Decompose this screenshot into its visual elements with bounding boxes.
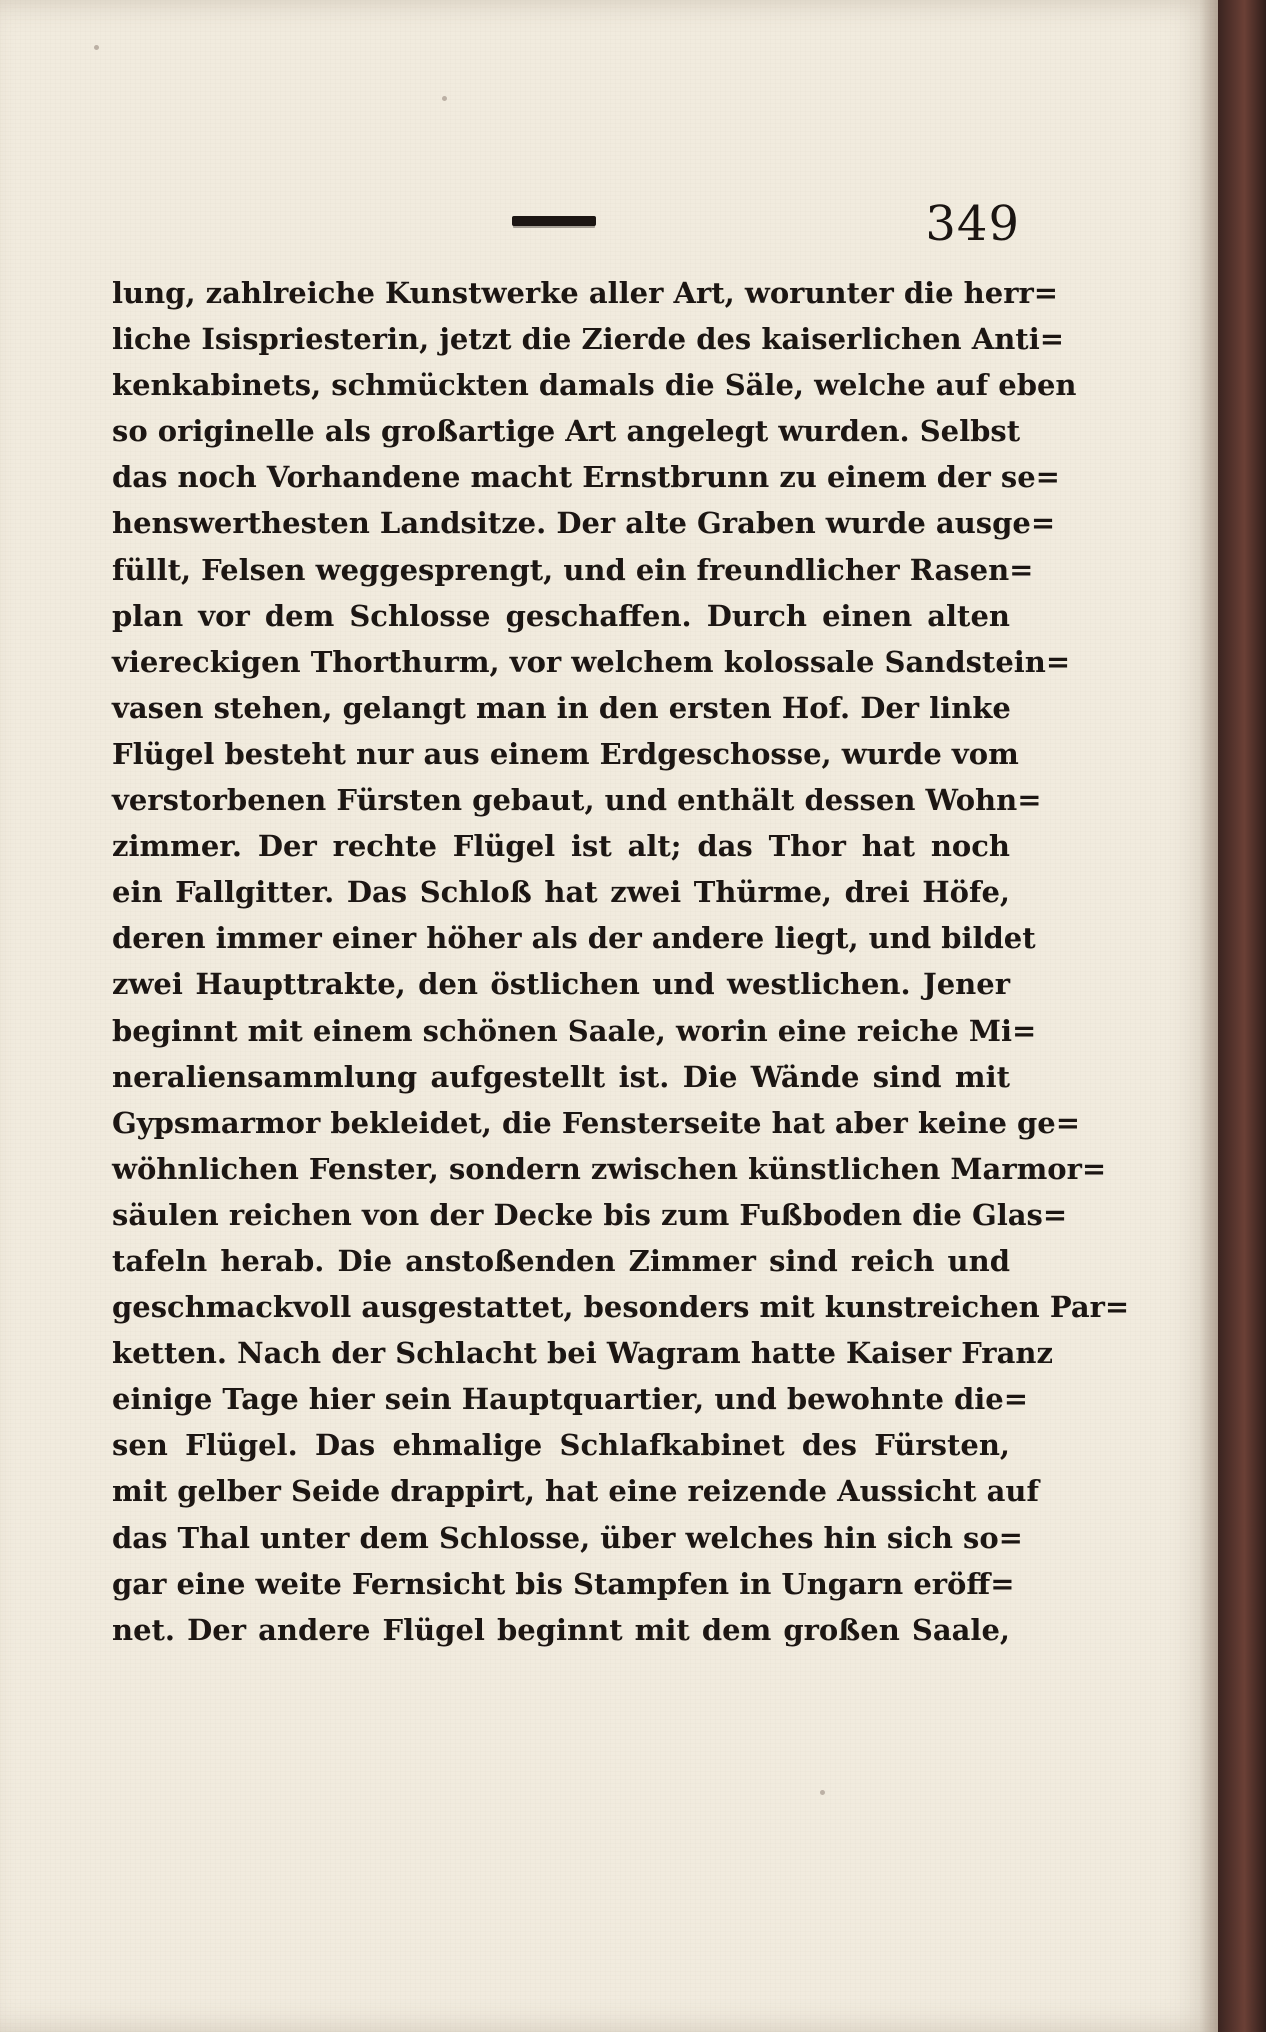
- text-line: verstorbenen Fürsten gebaut, und enthält dessen Wohn=: [112, 783, 1042, 818]
- text-line: gar eine weite Fernsicht bis Stampfen in Ungarn eröff=: [112, 1566, 1015, 1601]
- text-line: net. Der andere Flügel beginnt mit dem großen Saale,: [112, 1612, 1010, 1647]
- text-line: ketten. Nach der Schlacht bei Wagram hatte Kaiser Franz: [112, 1336, 1053, 1371]
- text-line: das Thal unter dem Schlosse, über welches hin sich so=: [112, 1520, 1023, 1555]
- text-line: vasen stehen, gelangt man in den ersten Hof. Der linke: [112, 690, 1011, 725]
- text-line: liche Isispriesterin, jetzt die Zierde des kaiserlichen Anti=: [112, 322, 1065, 357]
- page-number: 349: [925, 196, 1020, 252]
- paper-speck: [820, 1790, 825, 1795]
- text-line: beginnt mit einem schönen Saale, worin eine reiche Mi=: [112, 1013, 1037, 1048]
- text-line: geschmackvoll ausgestattet, besonders mit kunstreichen Par=: [112, 1290, 1130, 1325]
- body-text: [112, 270, 1130, 1653]
- text-line: wöhnlichen Fenster, sondern zwischen künstlichen Marmor=: [112, 1151, 1107, 1186]
- paper-speck: [442, 96, 447, 101]
- text-line: lung, zahlreiche Kunstwerke aller Art, worunter die herr=: [112, 276, 1059, 310]
- book-edge: [1218, 0, 1266, 2032]
- header-rule: [512, 216, 596, 226]
- page-gutter-shadow: [1200, 0, 1218, 2032]
- text-line: mit gelber Seide drappirt, hat eine reizende Aussicht auf: [112, 1474, 1039, 1509]
- text-line: einige Tage hier sein Hauptquartier, und bewohnte die=: [112, 1382, 1029, 1417]
- text-line: neraliensammlung aufgestellt ist. Die Wände sind mit: [112, 1059, 1010, 1094]
- text-line: säulen reichen von der Decke bis zum Fußboden die Glas=: [112, 1197, 1068, 1232]
- text-line: viereckigen Thorthurm, vor welchem kolossale Sandstein=: [112, 644, 1071, 679]
- text-line: Flügel besteht nur aus einem Erdgeschosse, wurde vom: [112, 736, 1019, 771]
- text-line: tafeln herab. Die anstoßenden Zimmer sind reich und: [112, 1243, 1010, 1278]
- text-line: das noch Vorhandene macht Ernstbrunn zu einem der se=: [112, 460, 1060, 495]
- text-line: plan vor dem Schlosse geschaffen. Durch einen alten: [112, 598, 1010, 633]
- text-line: zwei Haupttrakte, den östlichen und westlichen. Jener: [112, 967, 1010, 1002]
- text-line: deren immer einer höher als der andere liegt, und bildet: [112, 921, 1036, 956]
- text-line: so originelle als großartige Art angelegt wurden. Selbst: [112, 414, 1021, 449]
- text-line: henswerthesten Landsitze. Der alte Graben wurde ausge=: [112, 506, 1056, 541]
- text-line: zimmer. Der rechte Flügel ist alt; das Thor hat noch: [112, 829, 1010, 864]
- text-line: Gypsmarmor bekleidet, die Fensterseite hat aber keine ge=: [112, 1105, 1081, 1140]
- text-line: kenkabinets, schmückten damals die Säle, welche auf eben: [112, 368, 1077, 403]
- text-line: füllt, Felsen weggesprengt, und ein freundlicher Rasen=: [112, 552, 1034, 587]
- paper-speck: [94, 45, 99, 50]
- text-line: sen Flügel. Das ehmalige Schlafkabinet des Fürsten,: [112, 1428, 1010, 1463]
- text-line: ein Fallgitter. Das Schloß hat zwei Thürme, drei Höfe,: [112, 875, 1010, 910]
